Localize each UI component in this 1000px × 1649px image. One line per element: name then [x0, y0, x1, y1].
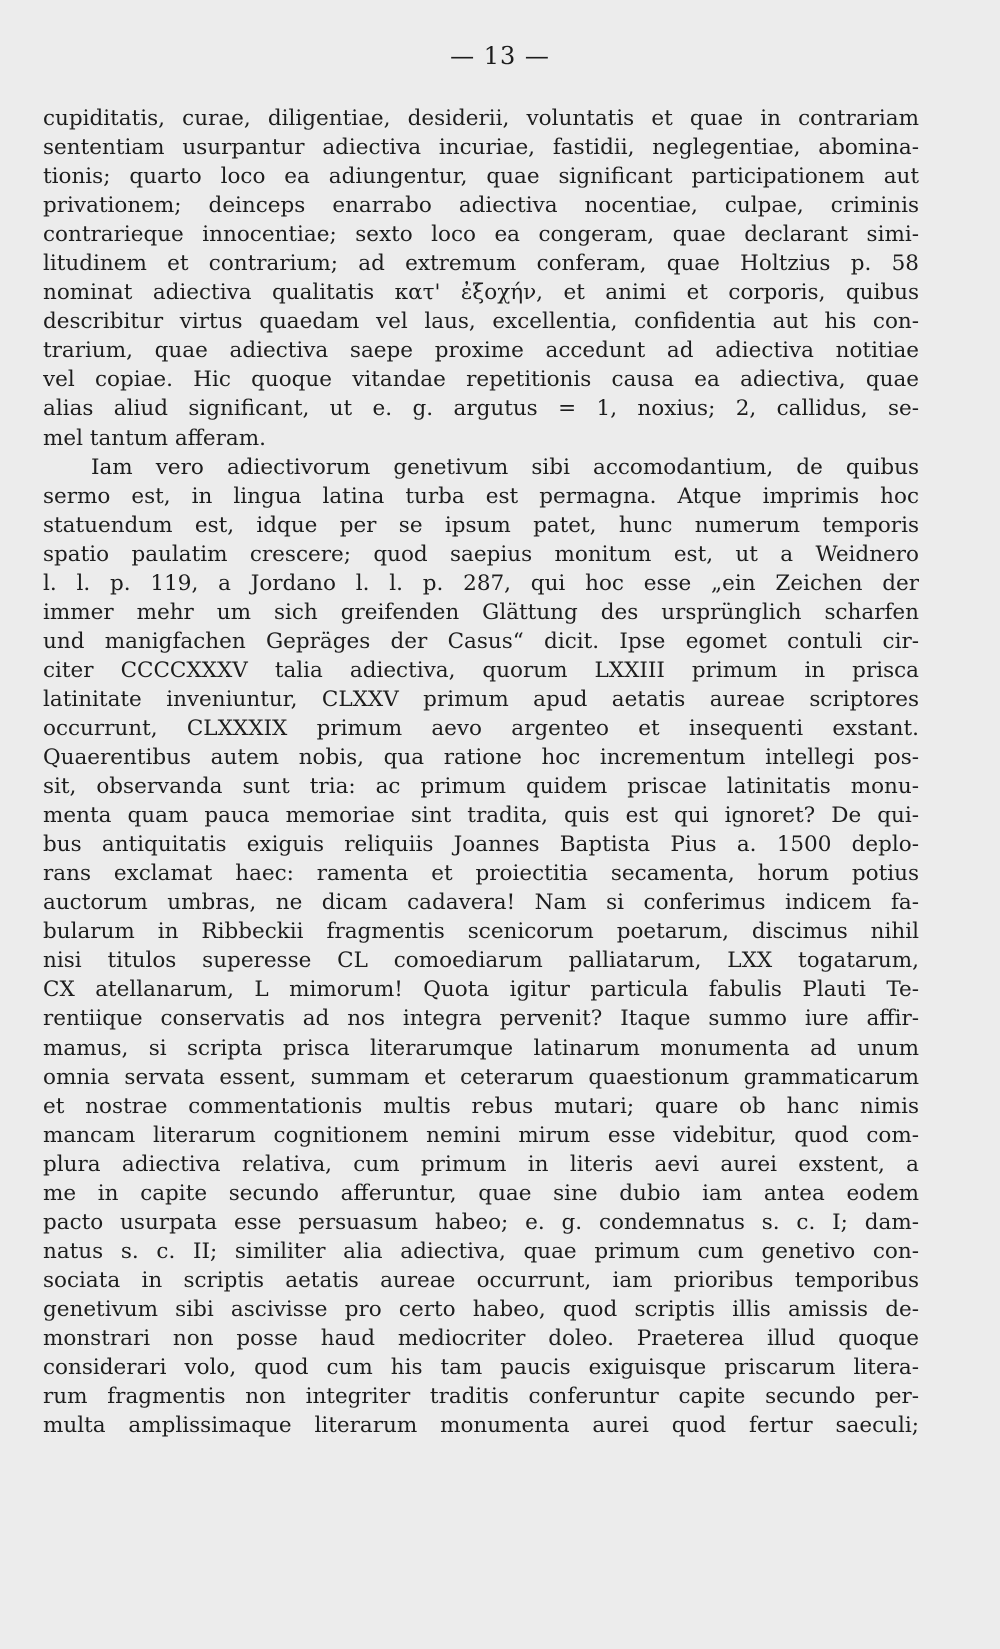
text-line: mel tantum afferam.	[43, 425, 266, 451]
text-line: et nostrae commentationis multis rebus mutari; quare ob hanc nimis	[43, 1093, 919, 1119]
text-line: tionis; quarto loco ea adiungentur, quae significant participationem aut	[43, 164, 919, 190]
text-line: me in capite secundo afferuntur, quae sine dubio iam antea eodem	[43, 1180, 919, 1206]
text-line: vel copiae. Hic quoque vitandae repetitionis causa ea adiectiva, quae	[43, 367, 919, 393]
text-line: bularum in Ribbeckii fragmentis scenicorum poetarum, discimus nihil	[43, 919, 919, 945]
text-line: menta quam pauca memoriae sint tradita, quis est qui ignoret? De qui-	[43, 803, 919, 829]
text-line: trarium, quae adiectiva saepe proxime accedunt ad adiectiva notitiae	[43, 338, 919, 364]
text-line: latinitate inveniuntur, CLXXV primum apud aetatis aureae scriptores	[43, 686, 919, 712]
text-line: genetivum sibi ascivisse pro certo habeo, quod scriptis illis amissis de-	[43, 1296, 919, 1322]
text-line: sermo est, in lingua latina turba est permagna. Atque imprimis hoc	[43, 483, 919, 509]
text-line: contrarieque innocentiae; sexto loco ea congeram, quae declarant simi-	[43, 222, 919, 248]
text-line: CX atellanarum, L mimorum! Quota igitur particula fabulis Plauti Te-	[43, 977, 919, 1003]
text-line: describitur virtus quaedam vel laus, excellentia, confidentia aut his con-	[43, 309, 919, 335]
text-line: occurrunt, CLXXXIX primum aevo argenteo et insequenti exstant.	[43, 715, 919, 741]
page-number-header: — 13 —	[450, 42, 550, 70]
text-line: rentiique conservatis ad nos integra pervenit? Itaque summo iure affir-	[43, 1006, 919, 1032]
text-line: sociata in scriptis aetatis aureae occurrunt, iam prioribus temporibus	[43, 1267, 919, 1293]
text-line: auctorum umbras, ne dicam cadavera! Nam si conferimus indicem fa-	[43, 890, 919, 916]
text-line: bus antiquitatis exiguis reliquiis Joannes Baptista Pius a. 1500 deplo-	[43, 832, 919, 858]
text-line: natus s. c. II; similiter alia adiectiva, quae primum cum genetivo con-	[43, 1238, 919, 1264]
text-line: mancam literarum cognitionem nemini mirum esse videbitur, quod com-	[43, 1122, 919, 1148]
text-line: spatio paulatim crescere; quod saepius monitum est, ut a Weidnero	[43, 541, 919, 567]
text-line: cupiditatis, curae, diligentiae, desiderii, voluntatis et quae in contrariam	[43, 106, 919, 131]
text-line: rans exclamat haec: ramenta et proiectitia secamenta, horum potius	[43, 861, 919, 887]
text-line: pacto usurpata esse persuasum habeo; e. g. condemnatus s. c. I; dam-	[43, 1209, 919, 1235]
text-line: plura adiectiva relativa, cum primum in literis aevi aurei exstent, a	[43, 1151, 919, 1177]
text-line: multa amplissimaque literarum monumenta aurei quod fertur saeculi;	[43, 1413, 919, 1439]
text-line: considerari volo, quod cum his tam paucis exiguisque priscarum litera-	[43, 1355, 919, 1381]
text-line: immer mehr um sich greifenden Glättung des ursprünglich scharfen	[43, 599, 919, 625]
text-line: Quaerentibus autem nobis, qua ratione hoc incrementum intellegi pos-	[43, 745, 919, 771]
text-line: Iam vero adiectivorum genetivum sibi accomodantium, de quibus	[91, 454, 919, 480]
text-line: mamus, si scripta prisca literarumque latinarum monumenta ad unum	[43, 1035, 919, 1061]
text-line: alias aliud significant, ut e. g. argutus = 1, noxius; 2, callidus, se-	[43, 396, 919, 422]
body-text	[43, 104, 919, 1440]
text-line: rum fragmentis non integriter traditis conferuntur capite secundo per-	[43, 1384, 919, 1410]
text-line: litudinem et contrarium; ad extremum conferam, quae Holtzius p. 58	[43, 251, 919, 277]
text-line: statuendum est, idque per se ipsum patet, hunc numerum temporis	[43, 512, 919, 538]
text-line: l. l. p. 119, a Jordano l. l. p. 287, qui hoc esse „ein Zeichen der	[43, 570, 919, 596]
text-line: sit, observanda sunt tria: ac primum quidem priscae latinitatis monu-	[43, 774, 919, 800]
text-line: citer CCCCXXXV talia adiectiva, quorum LXXIII primum in prisca	[43, 657, 919, 683]
text-line: privationem; deinceps enarrabo adiectiva nocentiae, culpae, criminis	[43, 193, 919, 219]
text-line: sententiam usurpantur adiectiva incuriae, fastidii, neglegentiae, abomina-	[43, 135, 919, 161]
text-line: nisi titulos superesse CL comoediarum palliatarum, LXX togatarum,	[43, 948, 919, 974]
text-line: nominat adiectiva qualitatis κατ' ἐξοχήν, et animi et corporis, quibus	[43, 280, 919, 306]
text-line: monstrari non posse haud mediocriter doleo. Praeterea illud quoque	[43, 1325, 919, 1351]
text-line: und manigfachen Gepräges der Casus“ dicit. Ipse egomet contuli cir-	[43, 628, 919, 654]
text-line: omnia servata essent, summam et ceterarum quaestionum grammaticarum	[43, 1064, 919, 1090]
